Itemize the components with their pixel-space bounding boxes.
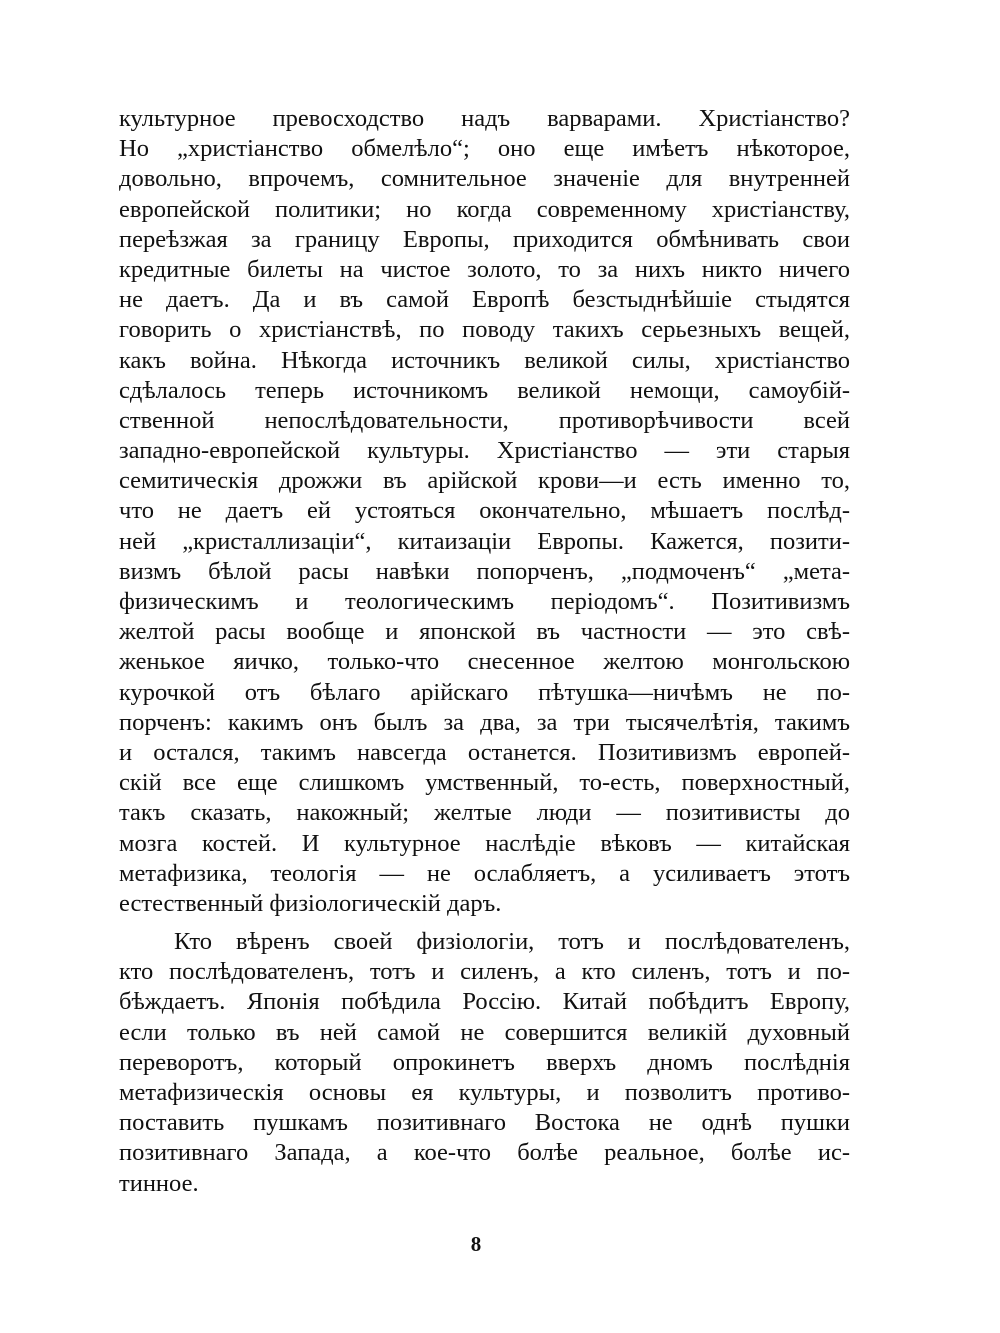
- text-line: и остался, такимъ навсегда останется. Позитивизмъ европей-: [119, 738, 850, 766]
- text-line: если только въ ней самой не совершится великій духовный: [119, 1018, 850, 1046]
- text-line: визмъ бѣлой расы навѣки попорченъ, „подмоченъ“ „мета-: [119, 557, 850, 585]
- text-line: бѣждаетъ. Японія побѣдила Россію. Китай побѣдитъ Европу,: [119, 988, 850, 1016]
- text-line: такъ сказать, накожный; желтые люди — позитивисты до: [119, 799, 850, 827]
- text-line: метафизика, теологія — не ослабляетъ, а усиливаетъ этотъ: [119, 859, 850, 887]
- text-line: европейской политики; но когда современному христіанству,: [119, 195, 850, 223]
- text-line: поставить пушкамъ позитивнаго Востока не однѣ пушки: [119, 1109, 850, 1137]
- text-line: скій все еще слишкомъ умственный, то-есть, поверхностный,: [119, 769, 850, 797]
- paragraph-1: [119, 104, 850, 919]
- text-line: какъ война. Нѣкогда источникъ великой силы, христіанство: [119, 346, 850, 374]
- text-line: ственной непослѣдовательности, противорѣчивости всей: [119, 406, 850, 434]
- text-line: желтой расы вообще и японской въ частности — это свѣ-: [119, 618, 850, 646]
- text-line: что не даетъ ей устояться окончательно, мѣшаетъ послѣд-: [119, 497, 850, 525]
- page-number: 8: [470, 1232, 482, 1256]
- text-line: позитивнаго Запада, а кое-что болѣе реальное, болѣе ис-: [119, 1139, 850, 1167]
- text-line: говорить о христіанствѣ, по поводу такихъ серьезныхъ вещей,: [119, 316, 850, 344]
- text-line: кредитные билеты на чистое золото, то за нихъ никто ничего: [119, 255, 850, 283]
- text-line: курочкой отъ бѣлаго арійскаго пѣтушка—ничѣмъ не по-: [119, 678, 850, 706]
- text-line: Кто вѣренъ своей физіологіи, тотъ и послѣдователенъ,: [174, 928, 850, 956]
- text-line: не даетъ. Да и въ самой Европѣ безстыднѣйшіе стыдятся: [119, 286, 850, 314]
- body-text: [119, 104, 850, 1199]
- text-line: Но „христіанство обмелѣло“; оно еще имѣетъ нѣкоторое,: [119, 135, 850, 163]
- text-line: семитическія дрожжи въ арійской крови—и есть именно то,: [119, 467, 850, 495]
- text-line: физическимъ и теологическимъ періодомъ“. Позитивизмъ: [119, 588, 850, 615]
- text-line: метафизическія основы ея культуры, и позволитъ противо-: [119, 1079, 850, 1106]
- text-line: кто послѣдователенъ, тотъ и силенъ, а кто силенъ, тотъ и по-: [119, 958, 850, 986]
- text-line: порченъ: какимъ онъ былъ за два, за три тысячелѣтія, такимъ: [119, 708, 850, 736]
- text-line: западно-европейской культуры. Христіанство — эти старыя: [119, 437, 850, 465]
- text-line: тинное.: [119, 1169, 199, 1197]
- text-line: ней „кристаллизаціи“, китаизаціи Европы. Кажется, позити-: [119, 527, 850, 555]
- text-line: переворотъ, который опрокинетъ вверхъ дномъ послѣднія: [119, 1048, 850, 1076]
- text-line: переѣзжая за границу Европы, приходится обмѣнивать свои: [119, 225, 850, 253]
- text-line: сдѣлалось теперь источникомъ великой немощи, самоубій-: [119, 376, 850, 404]
- text-line: женькое яичко, только-что снесенное желтою монгольскою: [119, 648, 850, 676]
- text-line: культурное превосходство надъ варварами. Христіанство?: [119, 105, 850, 132]
- text-line: мозга костей. И культурное наслѣдіе вѣковъ — китайская: [119, 829, 850, 857]
- paragraph-2: [119, 927, 850, 1199]
- text-line: естественный физіологическій даръ.: [119, 889, 502, 917]
- text-line: довольно, впрочемъ, сомнительное значеніе для внутренней: [119, 165, 850, 193]
